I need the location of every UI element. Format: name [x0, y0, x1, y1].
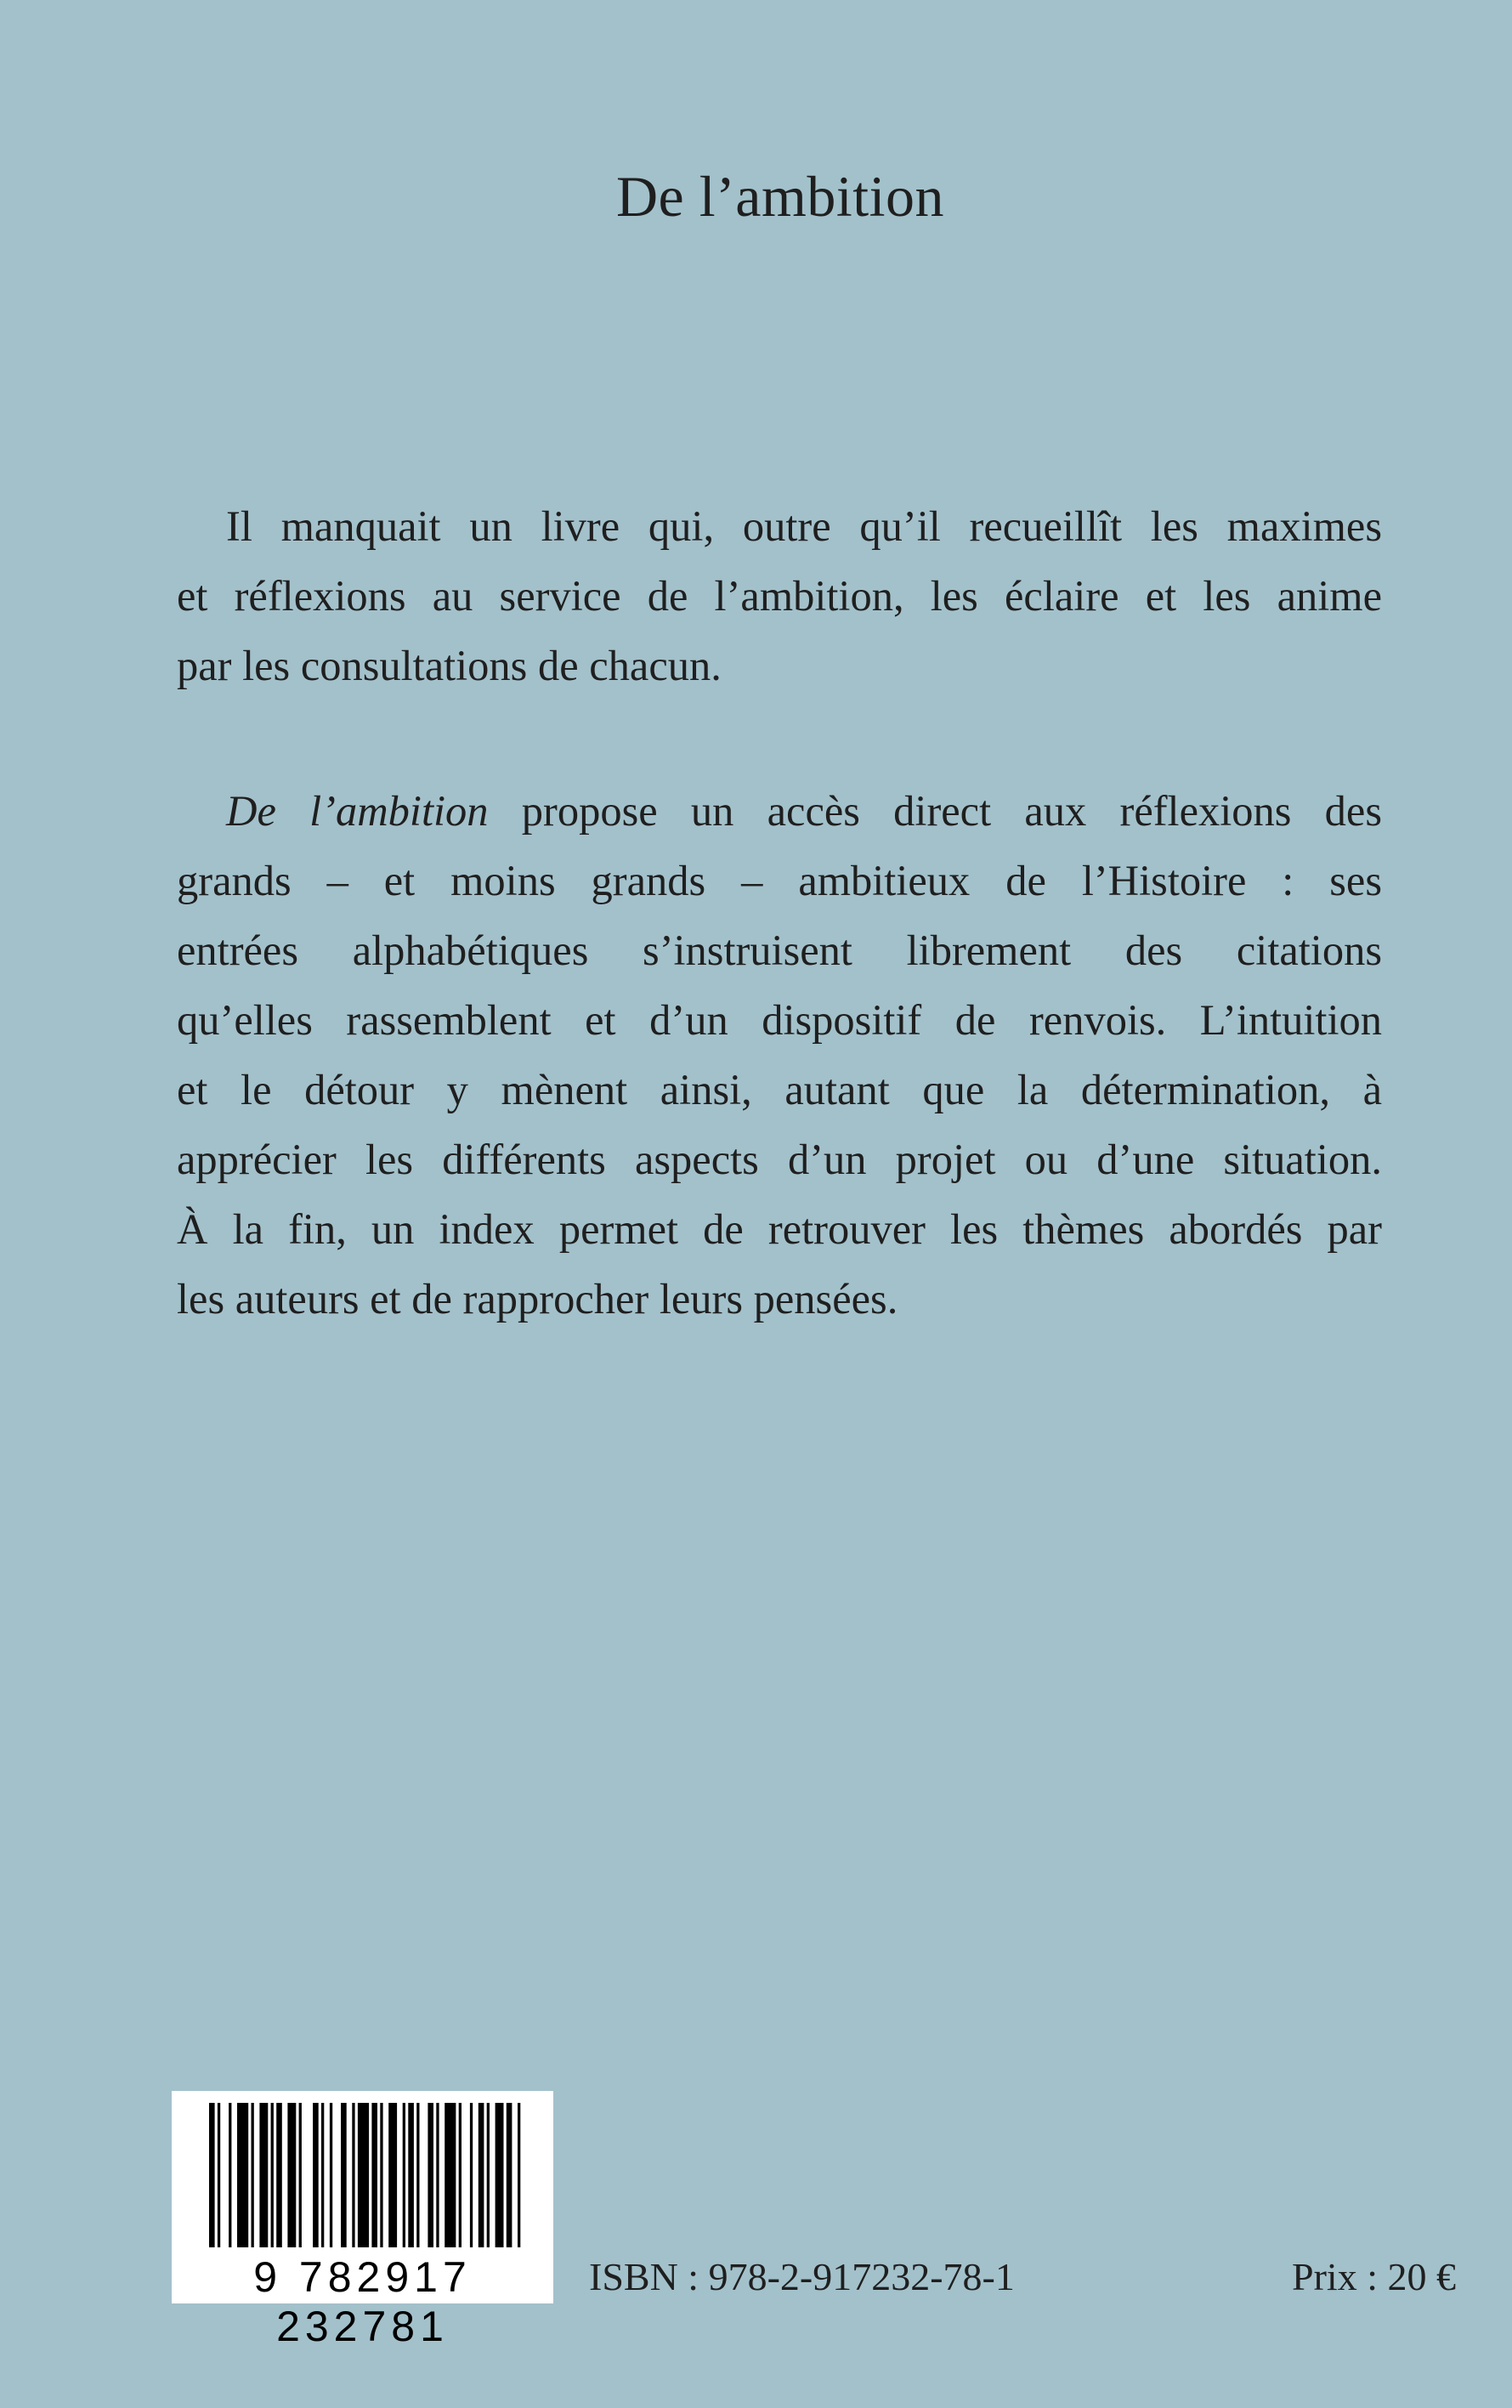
paragraph-line: À la fin, un index permet de retrouver les thèmes abordés par: [177, 1205, 1382, 1253]
barcode-bar: [496, 2103, 504, 2247]
paragraph-line: et le détour y mènent ainsi, autant que la détermination, à: [177, 1066, 1382, 1113]
barcode-bar: [470, 2103, 473, 2247]
barcode-bar: [209, 2103, 215, 2247]
paragraph-line: grands – et moins grands – ambitieux de l’Histoire : ses: [177, 857, 1382, 904]
barcode-bar: [321, 2103, 324, 2247]
barcode-bar: [341, 2103, 347, 2247]
barcode-bar: [428, 2103, 433, 2247]
paragraph-line: entrées alphabétiques s’instruisent librement des citations: [177, 926, 1382, 974]
summary-paragraph-1: [177, 491, 1382, 700]
barcode-bar: [252, 2103, 254, 2247]
paragraph-line: et réflexions au service de l’ambition, les éclaire et les anime: [177, 572, 1382, 620]
barcode-bar: [313, 2103, 319, 2247]
book-title: De l’ambition: [615, 164, 945, 229]
price-label: Prix : 20 €: [1292, 2255, 1456, 2298]
barcode-bar: [371, 2103, 377, 2247]
barcode-bar: [287, 2103, 296, 2247]
paragraph-line: par les consultations de chacun.: [177, 642, 722, 689]
paragraph-line: qu’elles rassemblent et d’un dispositif de renvois. L’intuition: [177, 996, 1382, 1044]
barcode-bar: [416, 2103, 419, 2247]
paragraph-line: Il manquait un livre qui, outre qu’il recueillît les maximes: [226, 502, 1382, 550]
barcode-bar: [507, 2103, 512, 2247]
barcode-bar: [518, 2103, 520, 2247]
italic-title: De l’ambition: [226, 787, 489, 835]
barcode-bar: [479, 2103, 484, 2247]
barcode-bar: [299, 2103, 302, 2247]
barcode-digits: 9 782917 232781: [253, 2253, 472, 2350]
paragraph-line: apprécier les différents aspects d’un projet ou d’une situation.: [177, 1136, 1382, 1183]
barcode-bar: [388, 2103, 397, 2247]
paragraph-line: [177, 776, 1382, 846]
barcode-bar: [330, 2103, 332, 2247]
barcode-bar: [380, 2103, 382, 2247]
barcode-bar: [403, 2103, 405, 2247]
barcode-bar: [237, 2103, 248, 2247]
summary-paragraph-2: [177, 776, 1382, 1334]
barcode-bar: [271, 2103, 274, 2247]
barcode-bar: [408, 2103, 414, 2247]
paragraph-line-rest: propose un accès direct aux réflexions des: [488, 787, 1382, 835]
barcode-bar: [459, 2103, 462, 2247]
paragraph-line: les auteurs et de rapprocher leurs pensées.: [177, 1275, 898, 1323]
barcode-bar: [229, 2103, 231, 2247]
barcode-bar: [276, 2103, 282, 2247]
barcode: [172, 2091, 553, 2350]
barcode-bar: [352, 2103, 354, 2247]
barcode-bar: [358, 2103, 369, 2247]
barcode-bar: [259, 2103, 268, 2247]
barcode-bar: [487, 2103, 490, 2247]
isbn-label: ISBN : 978-2-917232-78-1: [589, 2255, 1015, 2298]
barcode-bar: [436, 2103, 439, 2247]
barcode-bar: [218, 2103, 220, 2247]
barcode-bar: [445, 2103, 456, 2247]
